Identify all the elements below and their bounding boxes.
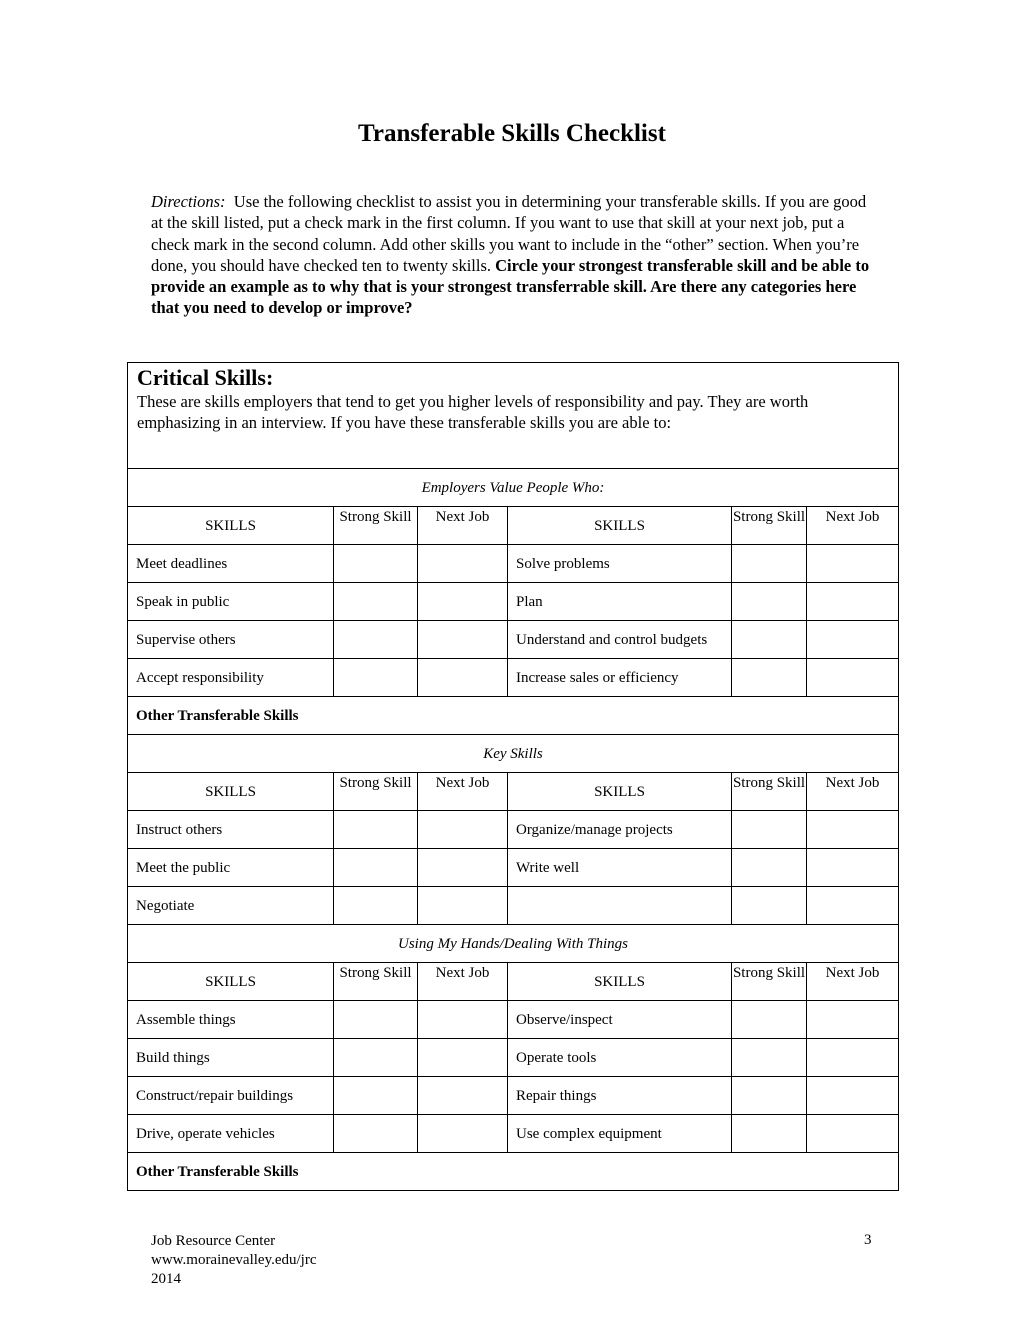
- skill-name: Meet deadlines: [128, 545, 334, 583]
- next-job-checkbox[interactable]: [807, 1115, 899, 1153]
- skill-name: Organize/manage projects: [508, 811, 732, 849]
- section-heading-row: [128, 735, 899, 773]
- footer-url: www.morainevalley.edu/jrc: [151, 1252, 317, 1268]
- next-job-checkbox[interactable]: [807, 583, 899, 621]
- strong-skill-checkbox[interactable]: [732, 583, 807, 621]
- strong-skill-checkbox[interactable]: [732, 1039, 807, 1077]
- page-title: Transferable Skills Checklist: [358, 120, 666, 147]
- footer-org: Job Resource Center: [151, 1233, 276, 1249]
- strong-skill-checkbox[interactable]: [334, 1001, 418, 1039]
- other-skills-row: [128, 697, 899, 735]
- section-heading: Key Skills: [128, 735, 899, 773]
- skill-name: Meet the public: [128, 849, 334, 887]
- next-job-checkbox[interactable]: [418, 659, 508, 697]
- skill-name: Observe/inspect: [508, 1001, 732, 1039]
- strong-skill-checkbox[interactable]: [334, 811, 418, 849]
- skill-name: Construct/repair buildings: [128, 1077, 334, 1115]
- skill-name: Instruct others: [128, 811, 334, 849]
- strong-skill-column-header: Strong Skill: [732, 507, 807, 545]
- skill-name: Supervise others: [128, 621, 334, 659]
- strong-skill-checkbox[interactable]: [732, 621, 807, 659]
- skill-row: [128, 659, 899, 697]
- next-job-checkbox[interactable]: [418, 887, 508, 925]
- footer-year: 2014: [151, 1271, 181, 1287]
- strong-skill-checkbox[interactable]: [732, 849, 807, 887]
- next-job-column-header: Next Job: [807, 963, 899, 1001]
- skill-name: Build things: [128, 1039, 334, 1077]
- next-job-checkbox[interactable]: [418, 621, 508, 659]
- next-job-column-header: Next Job: [418, 963, 508, 1001]
- strong-skill-checkbox[interactable]: [334, 1115, 418, 1153]
- skills-column-header: SKILLS: [128, 963, 334, 1001]
- next-job-checkbox[interactable]: [418, 1077, 508, 1115]
- footer: [151, 1232, 317, 1289]
- strong-skill-column-header: Strong Skill: [334, 963, 418, 1001]
- strong-skill-column-header: Strong Skill: [334, 773, 418, 811]
- section-heading: Employers Value People Who:: [128, 469, 899, 507]
- next-job-checkbox[interactable]: [807, 849, 899, 887]
- next-job-checkbox[interactable]: [807, 1039, 899, 1077]
- column-header-row: [128, 507, 899, 545]
- section-heading-row: [128, 925, 899, 963]
- strong-skill-checkbox[interactable]: [334, 887, 418, 925]
- skill-row: [128, 1077, 899, 1115]
- skill-name: Speak in public: [128, 583, 334, 621]
- skill-name: Write well: [508, 849, 732, 887]
- next-job-checkbox[interactable]: [807, 621, 899, 659]
- skill-name: Accept responsibility: [128, 659, 334, 697]
- skill-row: [128, 1115, 899, 1153]
- next-job-checkbox[interactable]: [807, 811, 899, 849]
- skill-name: Understand and control budgets: [508, 621, 732, 659]
- skill-row: [128, 811, 899, 849]
- skill-name: Solve problems: [508, 545, 732, 583]
- other-transferable-skills-label: Other Transferable Skills: [128, 1153, 899, 1191]
- next-job-checkbox[interactable]: [418, 1001, 508, 1039]
- column-header-row: [128, 773, 899, 811]
- next-job-column-header: Next Job: [418, 507, 508, 545]
- strong-skill-checkbox[interactable]: [732, 811, 807, 849]
- skill-row: [128, 1001, 899, 1039]
- next-job-checkbox[interactable]: [418, 1039, 508, 1077]
- skills-column-header: SKILLS: [128, 507, 334, 545]
- directions-emphasis: Circle your strongest transferable skill and be able to provide an example as to why that is your strongest transferrable skill. Are there any categories here that you need to develop or improve?: [151, 255, 870, 318]
- critical-skills-intro: [128, 363, 899, 469]
- skill-row: [128, 621, 899, 659]
- other-transferable-skills-label: Other Transferable Skills: [128, 697, 899, 735]
- directions-lead: Directions:: [151, 192, 226, 211]
- directions-paragraph: [151, 191, 881, 319]
- skill-name: [508, 887, 732, 925]
- skill-name: Increase sales or efficiency: [508, 659, 732, 697]
- critical-skills-description: These are skills employers that tend to get you higher levels of responsibility and pay. They are worth emphasizing in an interview. If you have these transferable skills you are able to:: [137, 392, 809, 432]
- strong-skill-checkbox[interactable]: [334, 583, 418, 621]
- strong-skill-checkbox[interactable]: [732, 887, 807, 925]
- skill-row: [128, 545, 899, 583]
- next-job-checkbox[interactable]: [807, 545, 899, 583]
- section-heading: Using My Hands/Dealing With Things: [128, 925, 899, 963]
- skill-name: Negotiate: [128, 887, 334, 925]
- skill-name: Drive, operate vehicles: [128, 1115, 334, 1153]
- next-job-checkbox[interactable]: [418, 545, 508, 583]
- next-job-checkbox[interactable]: [418, 849, 508, 887]
- strong-skill-checkbox[interactable]: [732, 659, 807, 697]
- skills-column-header: SKILLS: [508, 963, 732, 1001]
- skill-row: [128, 887, 899, 925]
- column-header-row: [128, 963, 899, 1001]
- next-job-checkbox[interactable]: [807, 1077, 899, 1115]
- page-number: 3: [864, 1232, 872, 1248]
- skill-name: Operate tools: [508, 1039, 732, 1077]
- strong-skill-checkbox[interactable]: [732, 1077, 807, 1115]
- strong-skill-checkbox[interactable]: [334, 1077, 418, 1115]
- strong-skill-checkbox[interactable]: [732, 1001, 807, 1039]
- skill-row: [128, 1039, 899, 1077]
- next-job-checkbox[interactable]: [807, 887, 899, 925]
- next-job-checkbox[interactable]: [807, 659, 899, 697]
- next-job-checkbox[interactable]: [807, 1001, 899, 1039]
- next-job-checkbox[interactable]: [418, 583, 508, 621]
- strong-skill-checkbox[interactable]: [334, 659, 418, 697]
- skill-name: Use complex equipment: [508, 1115, 732, 1153]
- next-job-checkbox[interactable]: [418, 1115, 508, 1153]
- other-skills-row: [128, 1153, 899, 1191]
- next-job-column-header: Next Job: [807, 507, 899, 545]
- strong-skill-column-header: Strong Skill: [732, 963, 807, 1001]
- skill-name: Assemble things: [128, 1001, 334, 1039]
- skills-column-header: SKILLS: [508, 773, 732, 811]
- next-job-column-header: Next Job: [418, 773, 508, 811]
- strong-skill-checkbox[interactable]: [732, 545, 807, 583]
- strong-skill-checkbox[interactable]: [334, 545, 418, 583]
- skills-column-header: SKILLS: [508, 507, 732, 545]
- critical-skills-title: Critical Skills:: [137, 365, 274, 390]
- skill-row: [128, 583, 899, 621]
- skills-column-header: SKILLS: [128, 773, 334, 811]
- strong-skill-column-header: Strong Skill: [334, 507, 418, 545]
- directions-body: Use the following checklist to assist you in determining your transferable skills. If you are good at the skill listed, put a check mark in the first column. If you want to use that skill at your next job, put a check mark in the second column. Add other skills you want to include in the “other” section. When you’re done, you should have checked ten to twenty skills.: [151, 192, 867, 275]
- next-job-checkbox[interactable]: [418, 811, 508, 849]
- skill-row: [128, 849, 899, 887]
- next-job-column-header: Next Job: [807, 773, 899, 811]
- skills-checklist-table: [127, 362, 899, 1191]
- strong-skill-column-header: Strong Skill: [732, 773, 807, 811]
- strong-skill-checkbox[interactable]: [334, 1039, 418, 1077]
- strong-skill-checkbox[interactable]: [334, 849, 418, 887]
- skill-name: Plan: [508, 583, 732, 621]
- strong-skill-checkbox[interactable]: [732, 1115, 807, 1153]
- strong-skill-checkbox[interactable]: [334, 621, 418, 659]
- skill-name: Repair things: [508, 1077, 732, 1115]
- section-heading-row: [128, 469, 899, 507]
